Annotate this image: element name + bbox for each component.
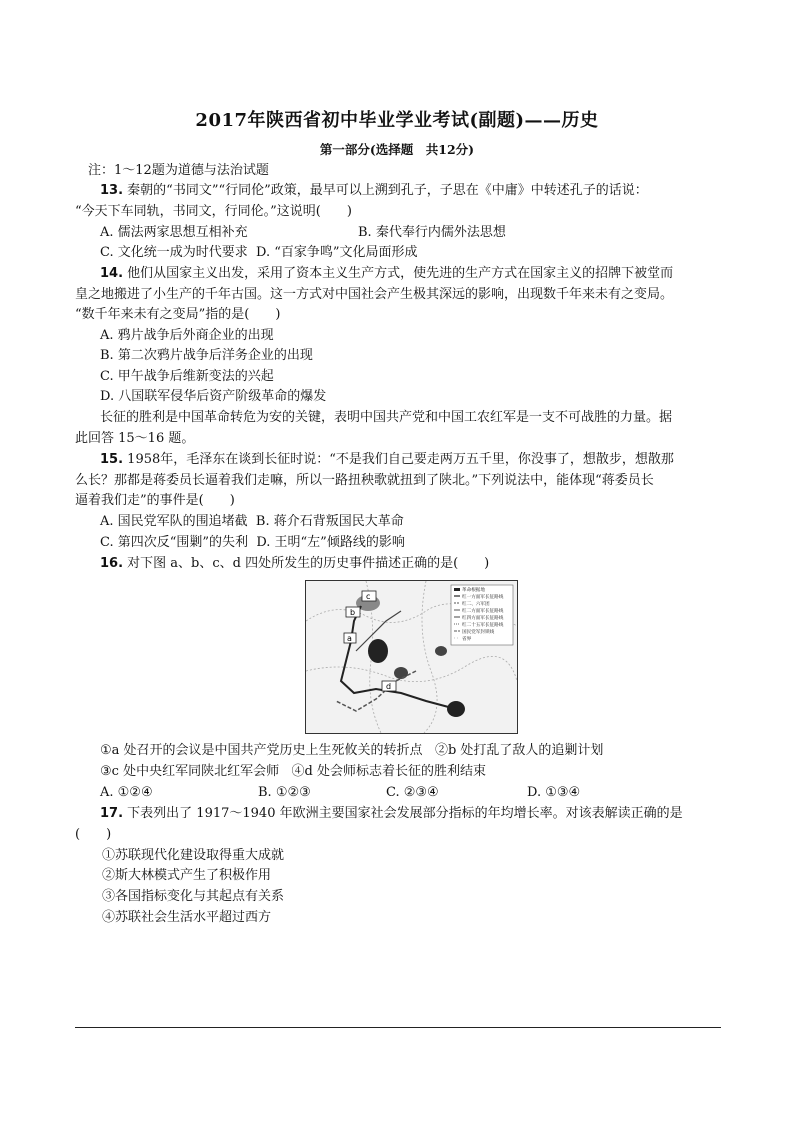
q15-number: 15. [100,452,124,467]
q16-option-b: B. ①②③ [258,785,311,800]
legend-item: 红四方面军长征路线 [462,616,504,621]
q15-stem-line1: 15. 1958年，毛泽东在谈到长征时说：“不是我们自己要走两万五千里，你没事了，想散步，想散那 [100,452,674,467]
legend-item: 红二方面军长征路线 [462,609,504,614]
legend-item: 红二、六军团 [462,602,490,607]
q16-statements-1-2: ①a 处召开的会议是中国共产党历史上生死攸关的转折点 ②b 处打乱了敌人的追剿计划 [100,743,604,758]
q15-stem-line3: 逼着我们走”的事件是( ) [75,493,235,508]
q13-option-b: B. 秦代奉行内儒外法思想 [358,225,506,240]
q16-option-a: A. ①②④ [100,785,153,800]
legend-item: 红二十五军长征路线 [462,623,504,628]
q14-number: 14. [100,266,124,281]
q15-option-c-d: C. 第四次反“围剿”的失利 D. 王明“左”倾路线的影响 [100,535,405,550]
q14-option-a: A. 鸦片战争后外商企业的出现 [100,328,274,343]
section-title: 第一部分(选择题 共12分) [319,142,475,157]
q17-number: 17. [100,806,124,821]
q17-statement-2: ②斯大林模式产生了积极作用 [102,868,272,883]
q14-option-b: B. 第二次鸦片战争后洋务企业的出现 [100,348,313,363]
q14-stem-line3: “数千年来未有之变局”指的是( ) [75,307,281,322]
q13-stem-line1: 13. 秦朝的“书同文”“行同伦”政策，最早可以上溯到孔子，子思在《中庸》中转述孔子的话说： [100,183,648,198]
q17-stem-line2: ( ) [75,827,112,842]
q13-number: 13. [100,183,124,198]
q17-statement-3: ③各国指标变化与其起点有关系 [102,889,285,904]
q14-option-d: D. 八国联军侵华后资产阶级革命的爆发 [100,389,327,404]
intro-15-16-line1: 长征的胜利是中国革命转危为安的关键，表明中国共产党和中国工农红军是一支不可战胜的力量。据 [100,410,673,425]
q16-statements-3-4: ③c 处中央红军同陕北红军会师 ④d 处会师标志着长征的胜利结束 [100,764,486,779]
q17-statement-4: ④苏联社会生活水平超过西方 [102,910,272,925]
map-label-d: d [386,682,392,691]
q13-stem-line2: “今天下车同轨，书同文，行同伦。”这说明( ) [75,204,352,219]
q15-stem-line2: 么长？那都是蒋委员长逼着我们走嘛，所以一路扭秧歌就扭到了陕北。”下列说法中，能体现“蒋委员长 [75,473,654,488]
exam-note: 注：1～12题为道德与法治试题 [88,163,269,178]
legend-item: 革命根据地 [462,588,485,593]
q16-option-c: C. ②③④ [386,785,439,800]
base-area-shape [394,667,408,679]
base-area-shape [368,639,388,663]
map-label-c: c [366,592,371,601]
q14-option-c: C. 甲午战争后维新变法的兴起 [100,369,274,384]
long-march-map-svg [306,581,517,733]
q13-option-c-d: C. 文化统一成为时代要求 D. “百家争鸣”文化局面形成 [100,245,418,260]
q14-stem-line2: 皇之地搬进了小生产的千年古国。这一方式对中国社会产生极其深远的影响，出现数千年来未有之变局。 [75,287,674,302]
map-legend [451,585,513,645]
map-label-a: a [347,634,352,643]
q17-stem-line1: 17. 下表列出了 1917～1940 年欧洲主要国家社会发展部分指标的年均增长率。对该表解读正确的是 [100,806,683,821]
q13-option-a: A. 儒法两家思想互相补充 [100,225,248,240]
q14-stem-line1: 14. 他们从国家主义出发，采用了资本主义生产方式，使先进的生产方式在国家主义的招牌下被堂而 [100,266,674,281]
q16-number: 16. [100,556,124,571]
base-area-shape [435,646,447,656]
legend-item: 红一方面军长征路线 [462,595,504,600]
q15-option-a-b: A. 国民党军队的围追堵截 B. 蒋介石背叛国民大革命 [100,514,404,529]
q16-option-d: D. ①③④ [527,785,581,800]
q17-statement-1: ①苏联现代化建设取得重大成就 [102,848,285,863]
legend-item: 省界 [462,637,472,642]
page-footer-rule [75,1027,721,1028]
intro-15-16-line2: 此回答 15～16 题。 [75,431,195,446]
legend-item: 国民党军封锁线 [462,630,495,635]
map-label-b: b [350,608,356,617]
long-march-map [305,580,518,734]
exam-title: 2017年陕西省初中毕业学业考试(副题)——历史 [195,110,599,131]
q16-stem: 16. 对下图 a、b、c、d 四处所发生的历史事件描述正确的是( ) [100,556,490,571]
